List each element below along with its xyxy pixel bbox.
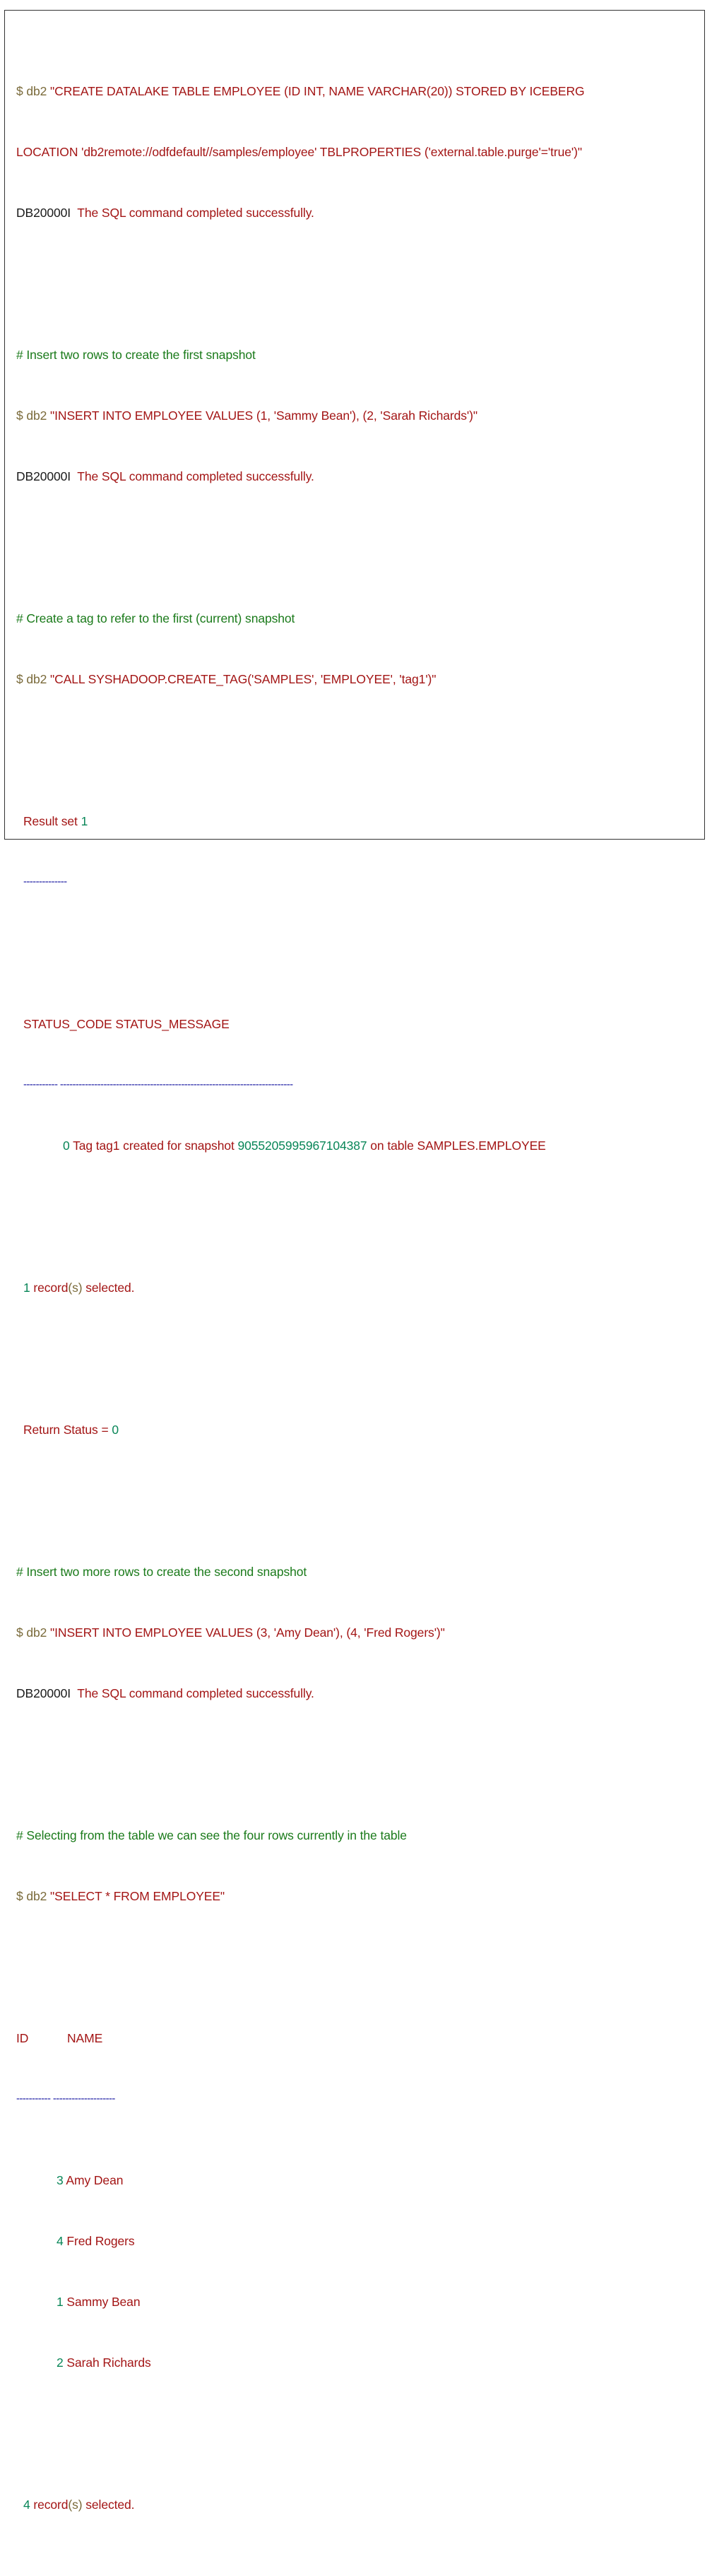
- success-message: [16, 1683, 697, 1704]
- success-message: [16, 203, 697, 223]
- message-text: The SQL command completed successfully.: [71, 206, 314, 220]
- records-label: record: [30, 2498, 69, 2512]
- terminal-output: [16, 20, 697, 2576]
- records-paren: (s): [68, 1281, 83, 1295]
- call-command-line: [16, 669, 697, 690]
- blank-line: [16, 1744, 697, 1765]
- records-selected-text: selected.: [82, 2498, 135, 2512]
- blank-line: [16, 1481, 697, 1501]
- message-text: The SQL command completed successfully.: [71, 469, 314, 484]
- success-message: [16, 466, 697, 487]
- table-row: [16, 2353, 697, 2373]
- return-status-line: [16, 1420, 697, 1440]
- message-code: DB20000I: [16, 469, 71, 484]
- comment-line: # Selecting from the table we can see the four rows currently in the table: [16, 1828, 407, 1843]
- shell-prompt: $ db2: [16, 1625, 47, 1640]
- blank-line: [16, 1947, 697, 1968]
- create-command-line-2: [16, 142, 697, 163]
- result-set-divider: --------------: [23, 876, 67, 888]
- result-set-line: [16, 811, 697, 832]
- create-command-text-1: "CREATE DATALAKE TABLE EMPLOYEE (ID INT, NAME VARCHAR(20)) STORED BY ICEBERG: [47, 84, 585, 99]
- shell-prompt: $ db2: [16, 84, 47, 99]
- result-set-number: 1: [81, 814, 88, 829]
- records-count: 4: [23, 2498, 30, 2512]
- message-code: DB20000I: [16, 1686, 71, 1701]
- shell-prompt: $ db2: [16, 1889, 47, 1904]
- status-message-a: Tag tag1 created for snapshot: [69, 1139, 238, 1153]
- blank-line: [16, 264, 697, 284]
- status-header: STATUS_CODE STATUS_MESSAGE: [23, 1017, 230, 1032]
- records-paren: (s): [68, 2498, 83, 2512]
- comment-line: # Create a tag to refer to the first (current) snapshot: [16, 611, 295, 626]
- column-id-header: ID: [16, 2031, 29, 2046]
- row-name: Sarah Richards: [63, 2356, 151, 2370]
- insert-command-text: "INSERT INTO EMPLOYEE VALUES (3, 'Amy Dean'), (4, 'Fred Rogers')": [47, 1625, 445, 1640]
- row-id: 2: [57, 2356, 64, 2370]
- shell-prompt: $ db2: [16, 408, 47, 423]
- column-name-header: NAME: [67, 2031, 103, 2046]
- blank-line: [16, 933, 697, 953]
- blank-line: [16, 730, 697, 751]
- shell-prompt: $ db2: [16, 672, 47, 687]
- snapshot-id: 9055205995967104387: [237, 1139, 367, 1153]
- terminal-window: [4, 10, 705, 2512]
- insert-command-line-2: [16, 1623, 697, 1643]
- records-label: record: [30, 1281, 69, 1295]
- message-text: The SQL command completed successfully.: [71, 1686, 314, 1701]
- records-selected-line: [16, 1278, 697, 1298]
- select-command-text: "SELECT * FROM EMPLOYEE": [47, 1889, 225, 1904]
- row-id: 3: [57, 2173, 64, 2188]
- row-id: 1: [57, 2295, 64, 2310]
- table-row: [16, 2292, 697, 2312]
- blank-line: [16, 2413, 697, 2434]
- blank-line: [16, 1339, 697, 1359]
- records-selected-text: selected.: [82, 1281, 135, 1295]
- blank-line: [16, 1197, 697, 1218]
- result-set-label: Result set: [23, 814, 81, 829]
- comment-line: # Insert two rows to create the first snapshot: [16, 348, 256, 363]
- table-row: [16, 2170, 697, 2191]
- table-row: [16, 2231, 697, 2252]
- insert-command-text: "INSERT INTO EMPLOYEE VALUES (1, 'Sammy Bean'), (2, 'Sarah Richards')": [47, 408, 477, 423]
- select-command-line: [16, 1886, 697, 1907]
- records-count: 1: [23, 1281, 30, 1295]
- blank-line: [16, 527, 697, 548]
- row-name: Fred Rogers: [63, 2234, 135, 2249]
- status-divider: ----------- ---------------------------------------------------------------------------: [23, 1078, 293, 1091]
- comment-line: # Insert two more rows to create the second snapshot: [16, 1565, 307, 1580]
- status-code: 0: [63, 1139, 70, 1153]
- call-command-text: "CALL SYSHADOOP.CREATE_TAG('SAMPLES', 'EMPLOYEE', 'tag1')": [47, 672, 437, 687]
- status-row: [16, 1136, 697, 1156]
- message-code: DB20000I: [16, 206, 71, 220]
- table-header: [16, 2028, 697, 2049]
- row-name: Sammy Bean: [63, 2295, 141, 2310]
- records-selected-line: [16, 2495, 697, 2515]
- return-status-label: Return Status =: [23, 1423, 112, 1437]
- row-id: 4: [57, 2234, 64, 2249]
- status-message-b: on table SAMPLES.EMPLOYEE: [367, 1139, 546, 1153]
- create-command-text-2: LOCATION 'db2remote://odfdefault//samples/employee' TBLPROPERTIES ('external.table.purge'='true')": [16, 145, 582, 160]
- insert-command-line-1: [16, 406, 697, 426]
- create-command-line-1: [16, 81, 697, 102]
- return-status-value: 0: [112, 1423, 119, 1437]
- row-name: Amy Dean: [63, 2173, 124, 2188]
- table-divider: ----------- --------------------: [16, 2093, 115, 2105]
